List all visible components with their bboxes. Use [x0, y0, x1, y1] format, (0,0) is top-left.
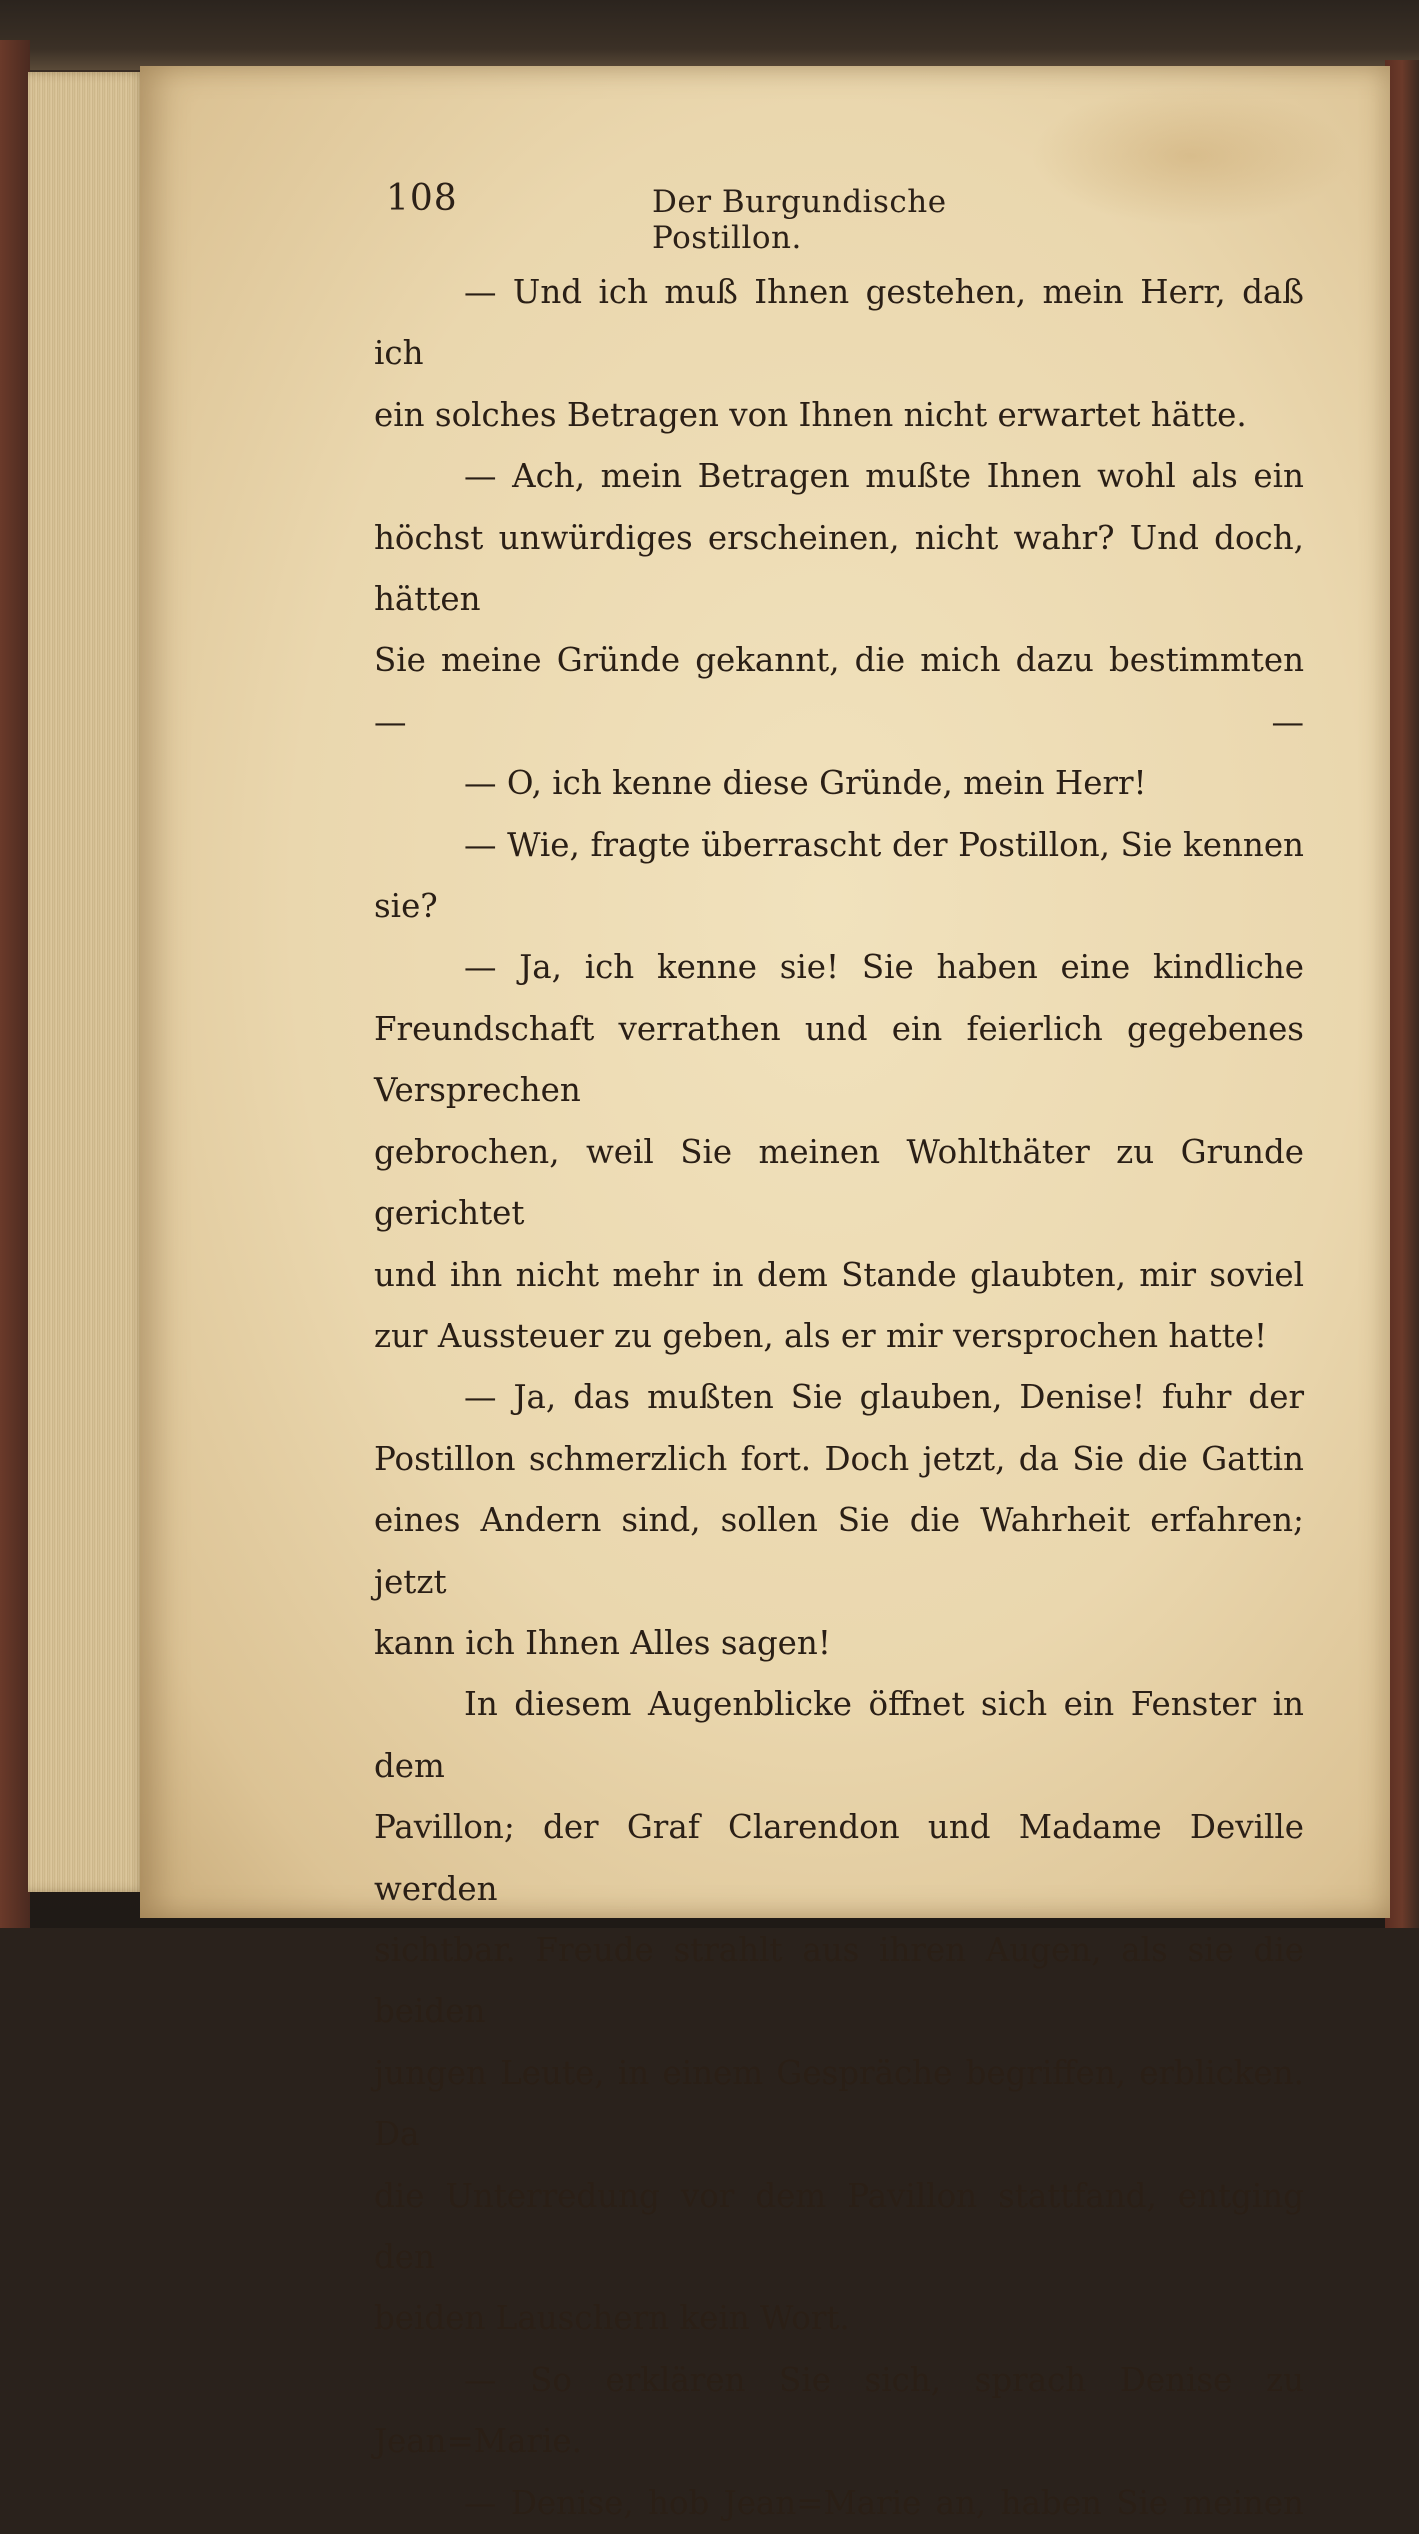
book-cover-top-edge — [0, 0, 1419, 70]
text-line: ein solches Betragen von Ihnen nicht erwartet hätte. — [374, 395, 1247, 434]
text-line: eines Andern sind, sollen Sie die Wahrheit erfahren; jetzt — [374, 1501, 1304, 1601]
text-line: — Und ich muß Ihnen gestehen, mein Herr, daß ich — [374, 273, 1304, 373]
text-line: gebrochen, weil Sie meinen Wohlthäter zu Grunde gerichtet — [374, 1132, 1304, 1233]
text-line: zur Aussteuer zu geben, als er mir versprochen hatte! — [374, 1316, 1268, 1355]
text-line: In diesem Augenblicke öffnet sich ein Fenster in dem — [374, 1685, 1304, 1785]
text-line: Pavillon; der Graf Clarendon und Madame Deville werden — [374, 1808, 1304, 1908]
text-line: Postillon schmerzlich fort. Doch jetzt, da Sie die Gattin — [374, 1439, 1304, 1478]
text-line: — O, ich kenne diese Gründe, mein Herr! — [464, 764, 1147, 803]
text-line: Sie meine Gründe gekannt, die mich dazu bestimmten — — — [374, 641, 1304, 741]
page-number: 108 — [386, 178, 458, 219]
text-line: Freundschaft verrathen und ein feierlich gegebenes Versprechen — [374, 1009, 1304, 1110]
text-line: die Unterredung vor dem Pavillon stattfand, entging den — [374, 2176, 1304, 2276]
page-header — [244, 178, 1044, 256]
text-line: sichtbar. Freude strahlt aus ihren Augen, als sie die beiden — [374, 1930, 1304, 2031]
text-line: kann ich Ihnen Alles sagen! — [374, 1623, 831, 1662]
text-line: und ihn nicht mehr in dem Stande glaubten, mir soviel — [374, 1255, 1304, 1294]
text-line: — Ach, mein Betragen mußte Ihnen wohl als ein — [464, 457, 1304, 496]
book-cover-right-edge — [1385, 60, 1419, 1928]
text-line: jungen Leute, in einem Gespräche begriffen, erblicken. Da — [374, 2053, 1304, 2154]
text-line: beiden Lauschern kein Wort. — [374, 2299, 850, 2338]
text-line: — Ja, das mußten Sie glauben, Denise! fuhr der — [464, 1378, 1304, 1417]
text-line: — Ja, ich kenne sie! Sie haben eine kindliche — [464, 948, 1304, 987]
text-line: — Denise, hob Jean=Marie an, haben Sie meinen — [464, 2483, 1304, 2522]
book-cover-left-edge — [0, 40, 30, 1928]
text-line: — So erklären Sie sich, sprach Denise zu Jean=Marie. — [374, 2360, 1304, 2461]
running-title: Der Burgundische Postillon. — [652, 184, 947, 256]
paper-stain — [1030, 86, 1350, 226]
body-text — [374, 262, 1304, 2534]
text-line: höchst unwürdiges erscheinen, nicht wahr? Und doch, hätten — [374, 518, 1304, 619]
page-stack-edge — [28, 72, 146, 1892]
text-line: — Wie, fragte überrascht der Postillon, Sie kennen sie? — [374, 825, 1304, 926]
